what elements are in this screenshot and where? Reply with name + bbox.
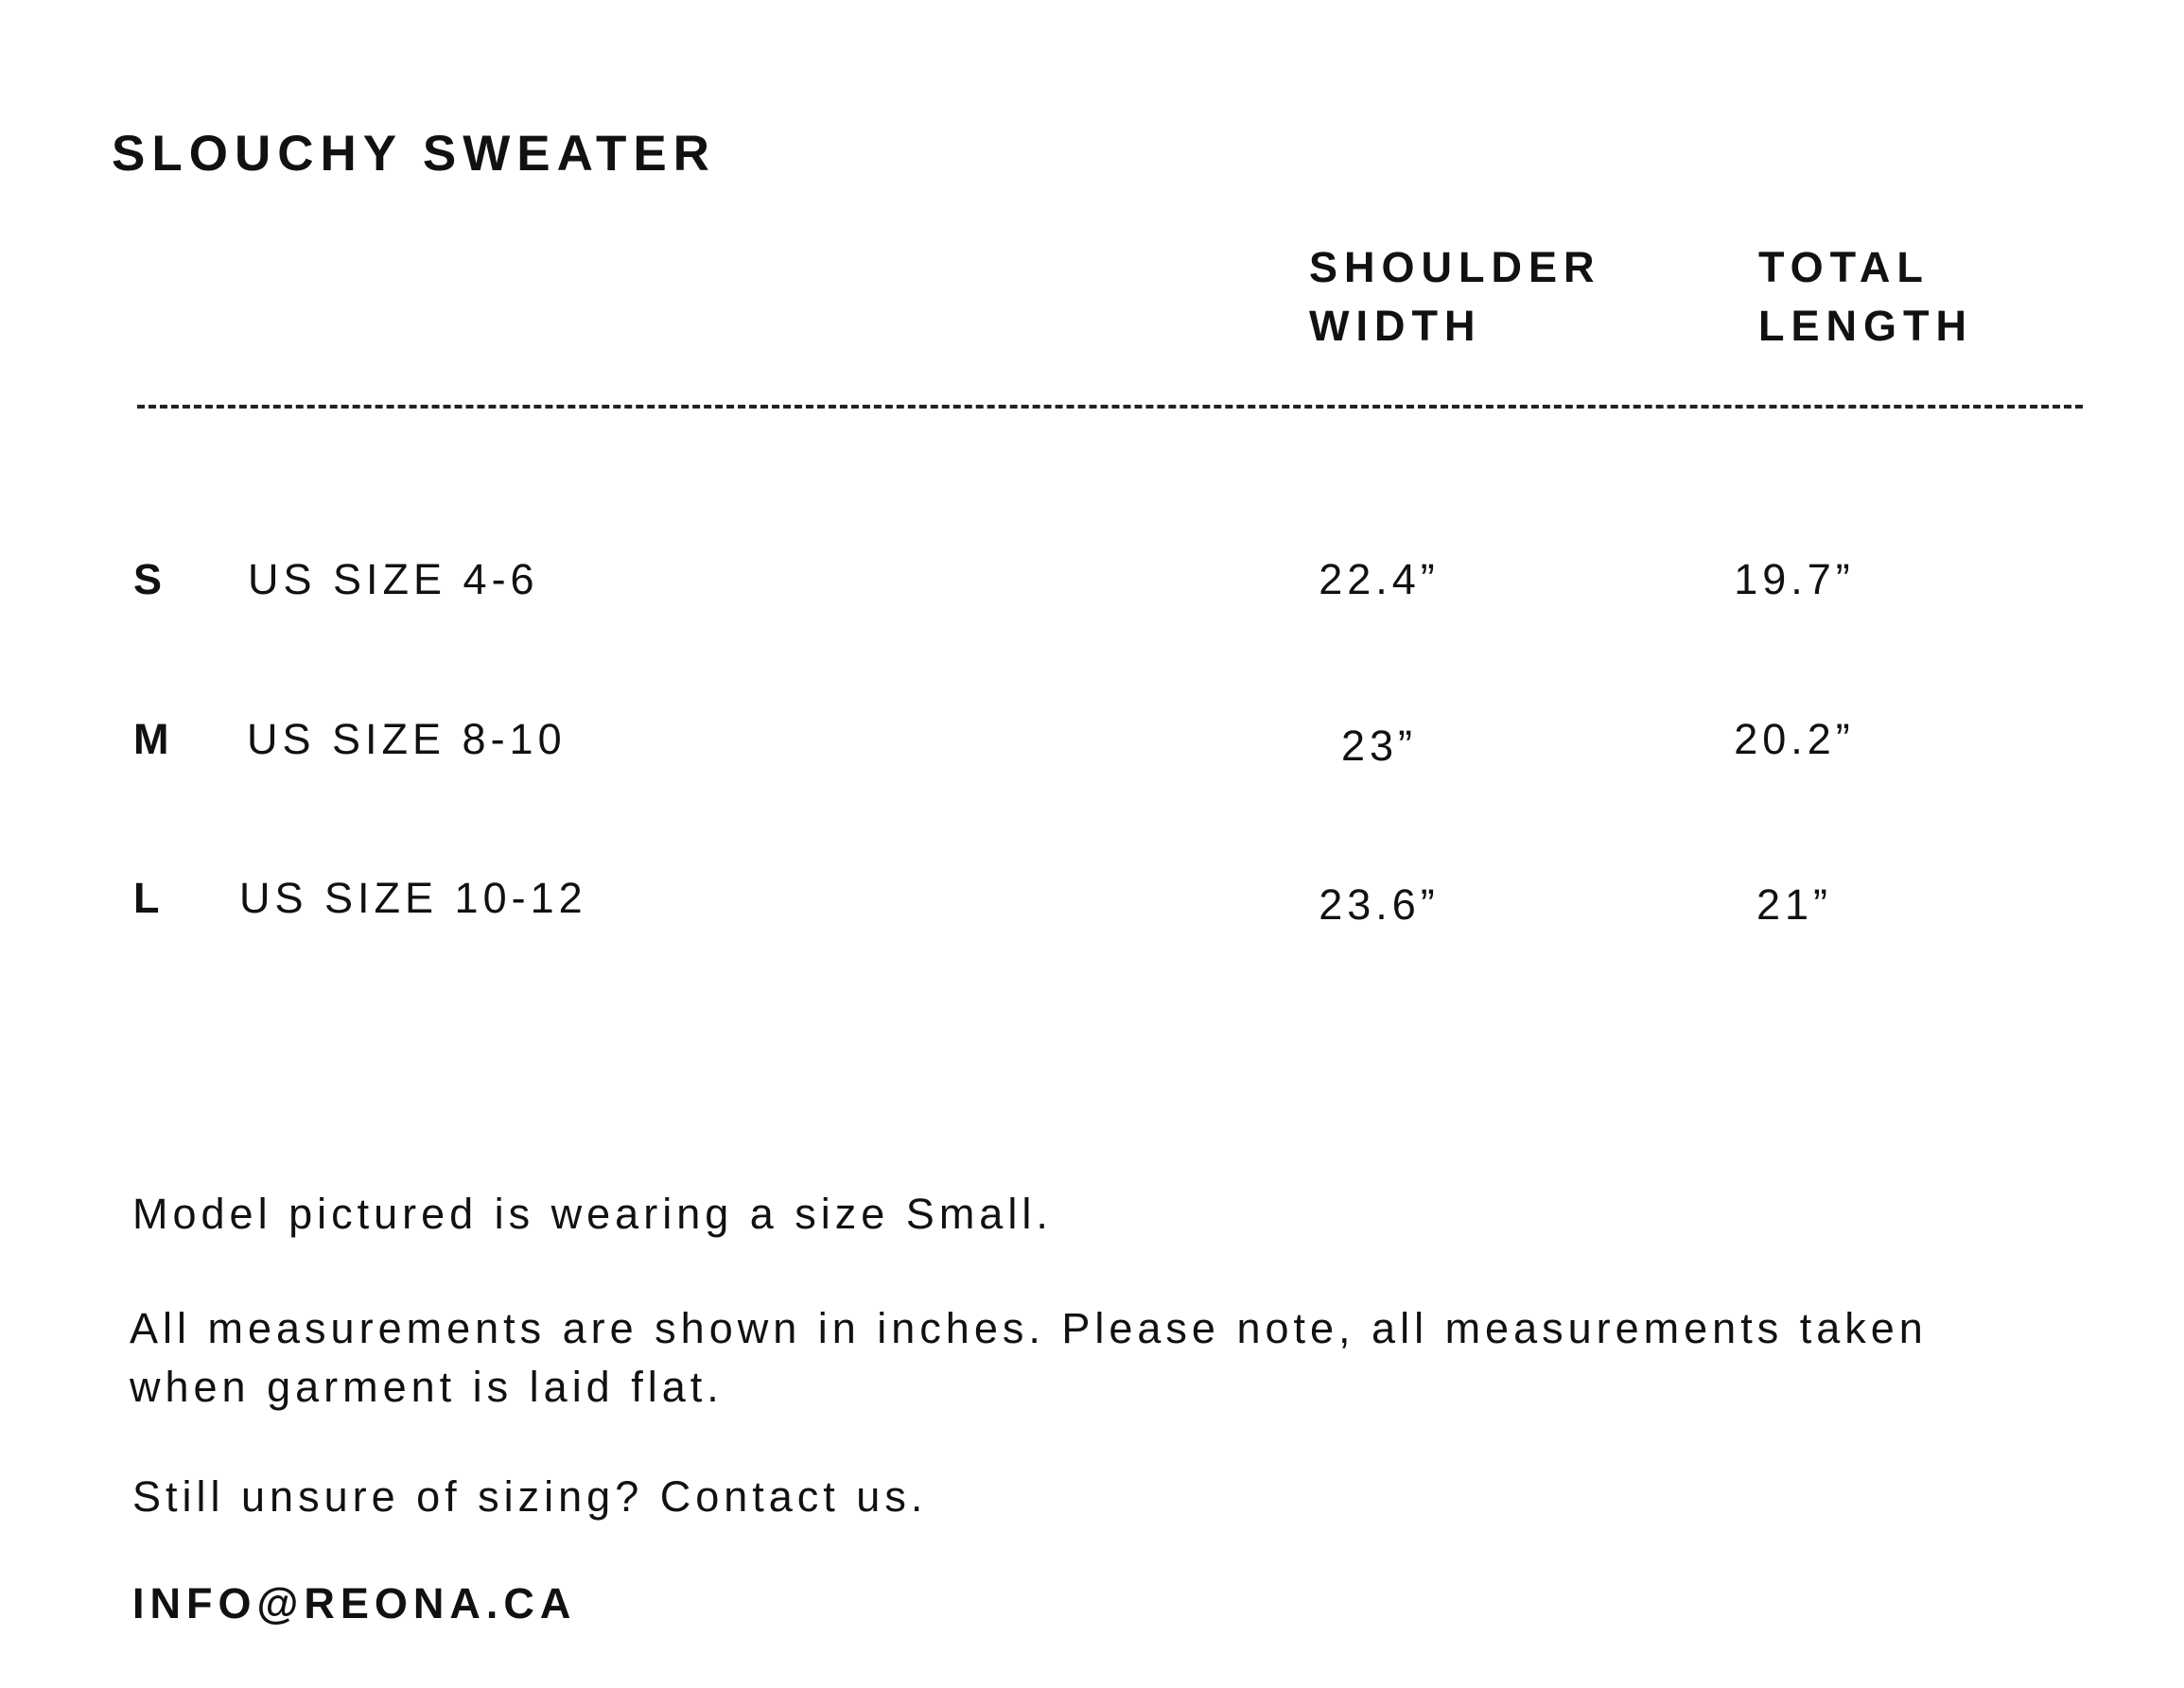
us-size-l: US SIZE 10-12: [239, 874, 587, 922]
shoulder-width-l: 23.6”: [1319, 880, 1440, 929]
us-size-m: US SIZE 8-10: [247, 715, 567, 763]
column-header-total-length: [1758, 238, 1973, 356]
total-length-s: 19.7”: [1734, 555, 1855, 603]
us-size-s: US SIZE 4-6: [248, 555, 539, 603]
column-header-length-line1: TOTAL: [1758, 243, 1930, 291]
column-header-length-line2: LENGTH: [1758, 302, 1973, 350]
size-letter-s: S: [133, 555, 163, 603]
column-header-shoulder-line1: SHOULDER: [1309, 243, 1601, 291]
dashed-divider: [137, 405, 2083, 409]
size-letter-m: M: [133, 715, 169, 763]
shoulder-width-m: 23”: [1340, 722, 1418, 770]
note-measurements: All measurements are shown in inches. Please note, all measurements taken when garment is laid flat.: [130, 1304, 1928, 1411]
page-title: SLOUCHY SWEATER: [112, 126, 716, 182]
shoulder-width-s: 22.4”: [1319, 555, 1440, 603]
column-header-shoulder-width: [1309, 238, 1601, 356]
note-contact: Still unsure of sizing? Contact us.: [132, 1472, 928, 1521]
size-letter-l: L: [133, 874, 160, 922]
total-length-l: 21”: [1756, 880, 1833, 929]
note-model-size: Model pictured is wearing a size Small.: [132, 1190, 1053, 1238]
total-length-m: 20.2”: [1734, 715, 1855, 763]
contact-email[interactable]: INFO@REONA.CA: [132, 1579, 577, 1627]
column-header-shoulder-line2: WIDTH: [1309, 302, 1482, 350]
